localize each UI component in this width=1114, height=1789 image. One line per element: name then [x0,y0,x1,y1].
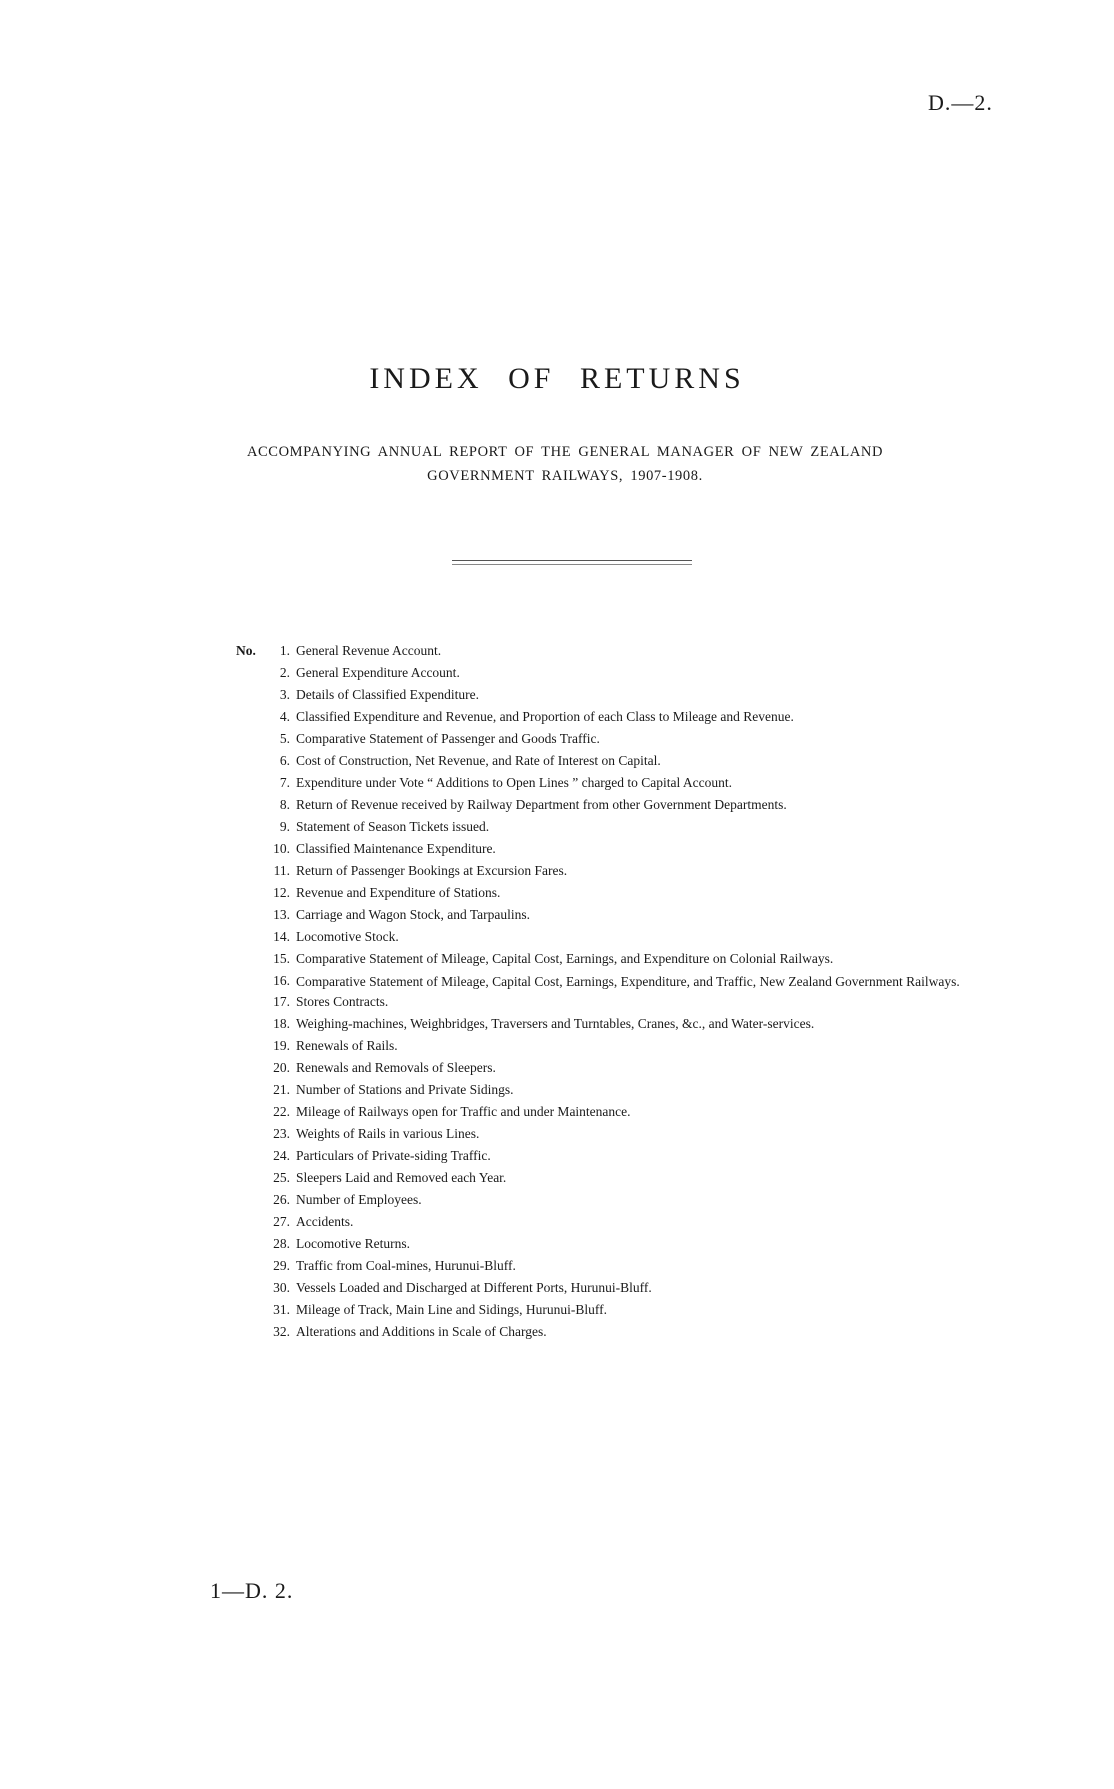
return-title: Weighing-machines, Weighbridges, Traversers and Turntables, Cranes, &c., and Water-services. [296,1016,815,1031]
return-title: Particulars of Private-siding Traffic. [296,1148,491,1163]
return-title: Stores Contracts. [296,994,389,1009]
return-title: Details of Classified Expenditure. [296,687,479,702]
return-title: Number of Employees. [296,1192,422,1207]
return-number: 28. [273,1236,290,1251]
return-number: 1. [279,643,290,658]
page-subtitle [170,440,960,488]
return-number: 11. [273,863,290,878]
return-title: Alterations and Additions in Scale of Charges. [296,1324,547,1339]
return-list-item [236,772,1056,794]
return-title: Cost of Construction, Net Revenue, and Rate of Interest on Capital. [296,753,661,768]
return-title: Vessels Loaded and Discharged at Different Ports, Hurunui-Bluff. [296,1280,652,1295]
return-list-item [236,970,1056,991]
return-number: 14. [273,929,290,944]
return-title: General Revenue Account. [296,643,442,658]
return-list-item [236,1167,1056,1189]
return-number: 18. [273,1016,290,1031]
return-number: 21. [273,1082,290,1097]
return-number: 7. [279,775,290,790]
return-title: Expenditure under Vote “ Additions to Open Lines ” charged to Capital Account. [296,775,733,790]
return-list-item [236,926,1056,948]
return-list-item [236,1255,1056,1277]
return-list-item [236,1277,1056,1299]
return-number: 20. [273,1060,290,1075]
divider-rule [452,560,692,561]
return-number: 9. [279,819,290,834]
return-number: 2. [279,665,290,680]
return-list-item [236,794,1056,816]
return-number: 23. [273,1126,290,1141]
return-number: 29. [273,1258,290,1273]
returns-index-list [236,640,1056,1343]
return-list-item [236,860,1056,882]
return-title: Return of Passenger Bookings at Excursion Fares. [296,863,568,878]
return-number: 13. [273,907,290,922]
return-list-item [236,640,1056,662]
footer-page-reference: 1—D. 2. [210,1578,294,1603]
return-number: 3. [279,687,290,702]
return-title: Sleepers Laid and Removed each Year. [296,1170,507,1185]
return-title: Revenue and Expenditure of Stations. [296,885,501,900]
number-label: No. [236,643,256,658]
return-list-item [236,1123,1056,1145]
return-title: Return of Revenue received by Railway Department from other Government Departments. [296,797,787,812]
return-title: Comparative Statement of Mileage, Capital Cost, Earnings, Expenditure, and Traffic, New Zealand Government Railways. [296,974,960,989]
return-number: 31. [273,1302,290,1317]
return-number: 19. [273,1038,290,1053]
return-list-item [236,816,1056,838]
return-list-item [236,750,1056,772]
page-title: INDEX OF RETURNS [369,362,745,395]
divider-rule-lower [452,564,692,565]
return-list-item [236,662,1056,684]
return-list-item [236,904,1056,926]
return-number: 17. [273,994,290,1009]
return-number: 16. [273,973,290,988]
return-number: 10. [273,841,290,856]
return-title: Weights of Rails in various Lines. [296,1126,480,1141]
return-list-item [236,684,1056,706]
return-title: Carriage and Wagon Stock, and Tarpaulins. [296,907,531,922]
return-title: Comparative Statement of Mileage, Capital Cost, Earnings, and Expenditure on Colonial Railways. [296,951,834,966]
page-reference: D.—2. [928,90,993,115]
return-number: 8. [279,797,290,812]
return-number: 15. [273,951,290,966]
return-number: 25. [273,1170,290,1185]
return-title: Mileage of Track, Main Line and Sidings, Hurunui-Bluff. [296,1302,607,1317]
return-list-item [236,728,1056,750]
return-number: 6. [279,753,290,768]
subtitle-line-2: GOVERNMENT RAILWAYS, 1907-1908. [427,468,703,484]
return-list-item [236,1101,1056,1123]
return-list-item [236,1299,1056,1321]
return-title: Locomotive Stock. [296,929,399,944]
return-list-item [236,838,1056,860]
return-title: Renewals of Rails. [296,1038,398,1053]
return-number: 22. [273,1104,290,1119]
return-list-item [236,1057,1056,1079]
return-title: Classified Maintenance Expenditure. [296,841,496,856]
return-number: 26. [273,1192,290,1207]
return-title: Traffic from Coal-mines, Hurunui-Bluff. [296,1258,516,1273]
return-number: 27. [273,1214,290,1229]
return-list-item [236,882,1056,904]
return-list-item [236,991,1056,1013]
return-list-item [236,948,1056,970]
subtitle-line-1: ACCOMPANYING ANNUAL REPORT OF THE GENERAL MANAGER OF NEW ZEALAND [246,444,884,460]
return-list-item [236,1233,1056,1255]
return-list-item [236,1321,1056,1343]
return-title: Number of Stations and Private Sidings. [296,1082,514,1097]
return-list-item [236,706,1056,728]
return-number: 5. [279,731,290,746]
return-list-item [236,1189,1056,1211]
return-list-item [236,1013,1056,1035]
return-number: 12. [273,885,290,900]
return-number: 32. [273,1324,290,1339]
return-title: Renewals and Removals of Sleepers. [296,1060,496,1075]
return-title: Comparative Statement of Passenger and Goods Traffic. [296,731,600,746]
return-title: Statement of Season Tickets issued. [296,819,490,834]
return-list-item [236,1035,1056,1057]
return-number: 4. [279,709,290,724]
return-title: Locomotive Returns. [296,1236,410,1251]
return-title: Classified Expenditure and Revenue, and Proportion of each Class to Mileage and Revenue. [296,709,794,724]
return-number: 30. [273,1280,290,1295]
return-list-item [236,1079,1056,1101]
return-title: Mileage of Railways open for Traffic and under Maintenance. [296,1104,631,1119]
return-number: 24. [273,1148,290,1163]
return-list-item [236,1211,1056,1233]
return-title: General Expenditure Account. [296,665,460,680]
return-list-item [236,1145,1056,1167]
return-title: Accidents. [296,1214,354,1229]
